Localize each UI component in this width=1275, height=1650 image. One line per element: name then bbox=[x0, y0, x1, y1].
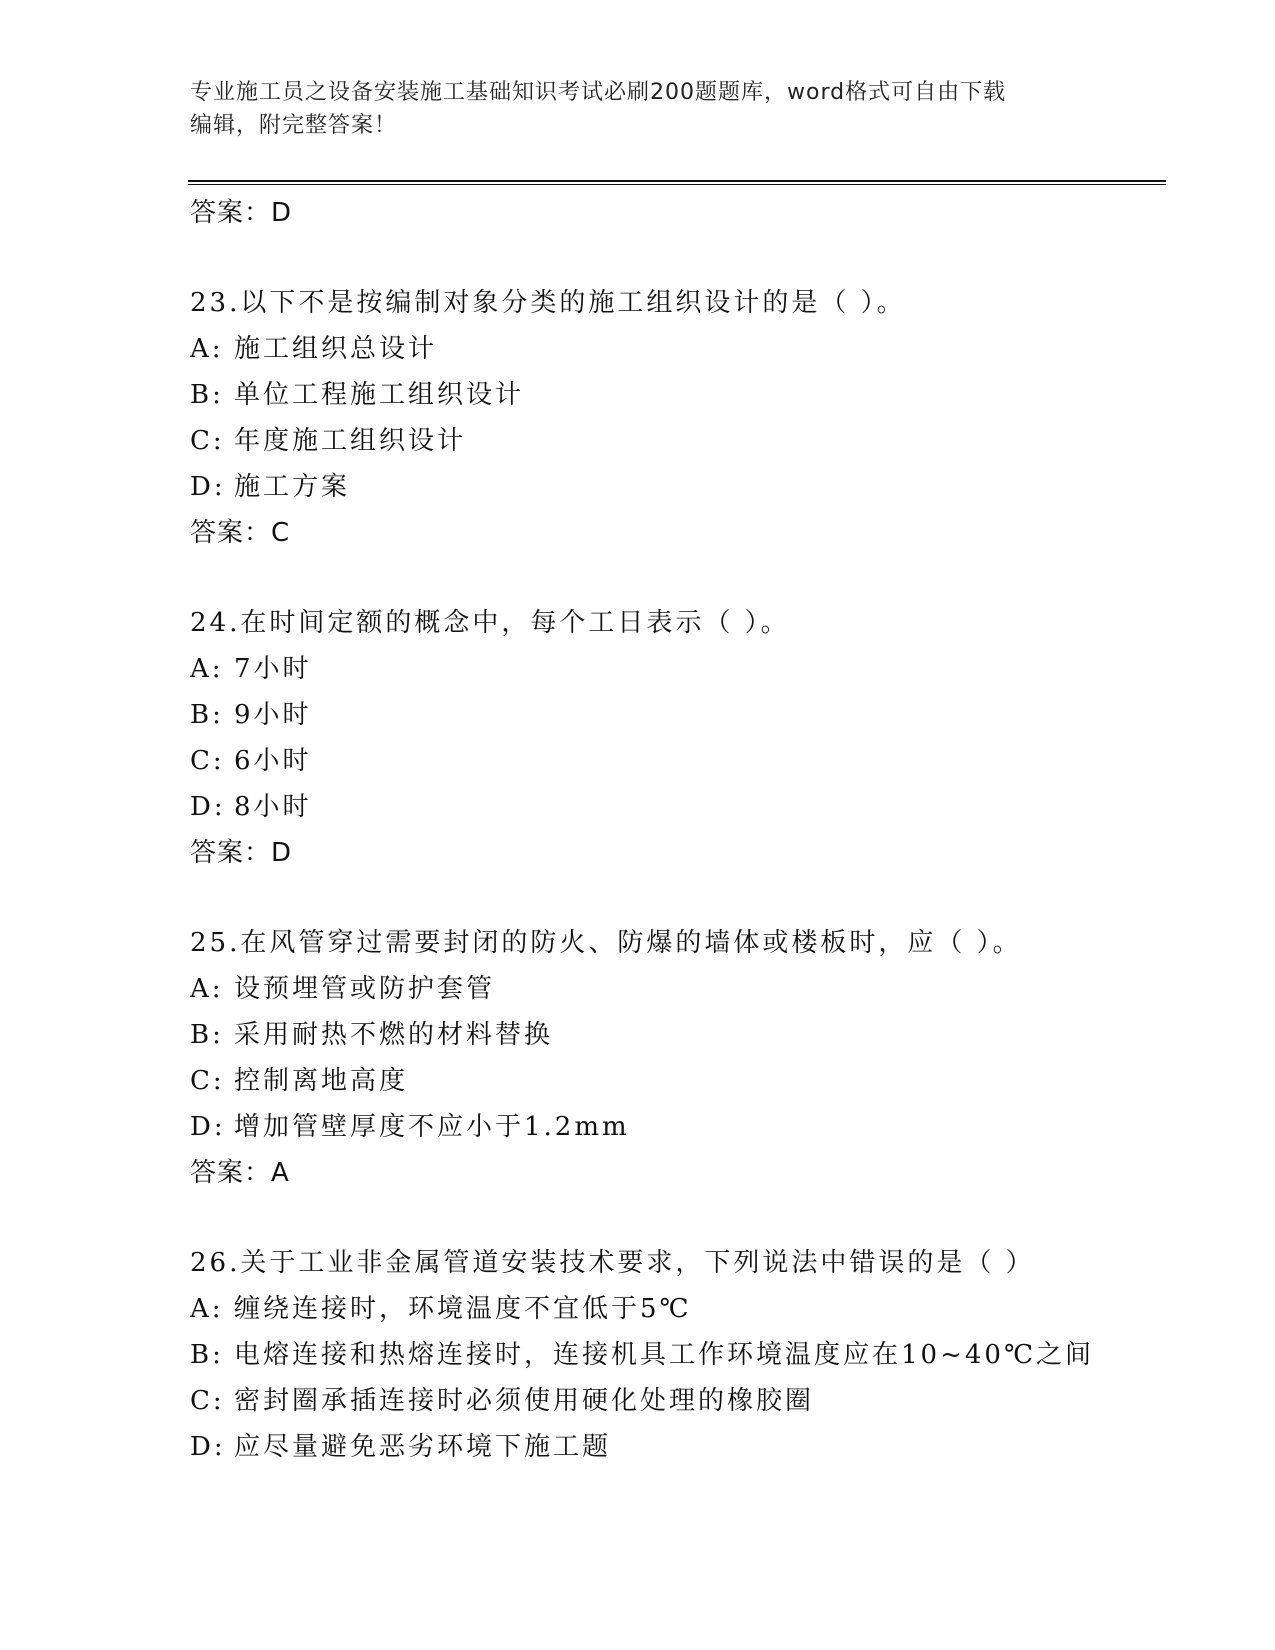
answer-line: 答案：D bbox=[190, 838, 293, 868]
option-b bbox=[190, 372, 1170, 418]
question-stem: 25.在风管穿过需要封闭的防火、防爆的墙体或楼板时，应（ ）。 bbox=[190, 928, 1022, 958]
question-list bbox=[190, 190, 1170, 1470]
option-letter: C: bbox=[190, 746, 225, 776]
document-header bbox=[190, 76, 1080, 142]
question-stem: 23.以下不是按编制对象分类的施工组织设计的是（ ）。 bbox=[190, 288, 906, 318]
option-letter: D: bbox=[190, 472, 226, 502]
answer-line: 答案：D bbox=[190, 198, 293, 228]
option-text: 设预埋管或防护套管 bbox=[234, 974, 496, 1004]
option-letter: A: bbox=[190, 654, 224, 684]
option-letter: C: bbox=[190, 1066, 225, 1096]
option-text: 缠绕连接时，环境温度不宜低于5℃ bbox=[234, 1294, 692, 1324]
option-c bbox=[190, 738, 1170, 784]
option-text: 应尽量避免恶劣环境下施工题 bbox=[234, 1432, 612, 1462]
option-text: 密封圈承插连接时必须使用硬化处理的橡胶圈 bbox=[234, 1386, 815, 1416]
option-letter: B: bbox=[190, 1020, 224, 1050]
option-d bbox=[190, 784, 1170, 830]
answer-line: 答案：A bbox=[190, 1158, 290, 1188]
option-c bbox=[190, 1378, 1170, 1424]
option-text: 增加管壁厚度不应小于1.2mm bbox=[234, 1112, 630, 1142]
option-a bbox=[190, 966, 1170, 1012]
spacer bbox=[190, 556, 1170, 600]
option-text: 电熔连接和热熔连接时，连接机具工作环境温度应在10~40℃之间 bbox=[234, 1340, 1095, 1370]
option-letter: B: bbox=[190, 380, 224, 410]
header-line-2: 编辑，附完整答案！ bbox=[190, 113, 398, 138]
option-b bbox=[190, 692, 1170, 738]
option-letter: B: bbox=[190, 700, 224, 730]
option-c bbox=[190, 1058, 1170, 1104]
spacer bbox=[190, 236, 1170, 280]
option-text: 单位工程施工组织设计 bbox=[234, 380, 525, 410]
header-rule-thick bbox=[188, 180, 1166, 182]
spacer bbox=[190, 876, 1170, 920]
question-stem: 26.关于工业非金属管道安装技术要求，下列说法中错误的是（ ） bbox=[190, 1248, 1035, 1278]
question-stem: 24.在时间定额的概念中，每个工日表示（ ）。 bbox=[190, 608, 790, 638]
option-letter: A: bbox=[190, 974, 224, 1004]
option-d bbox=[190, 1104, 1170, 1150]
option-letter: D: bbox=[190, 1432, 226, 1462]
option-text: 6小时 bbox=[234, 746, 312, 776]
option-letter: A: bbox=[190, 1294, 224, 1324]
option-text: 采用耐热不燃的材料替换 bbox=[234, 1020, 554, 1050]
header-rule-thin bbox=[188, 184, 1166, 185]
option-c bbox=[190, 418, 1170, 464]
option-letter: D: bbox=[190, 1112, 226, 1142]
option-text: 年度施工组织设计 bbox=[234, 426, 467, 456]
option-d bbox=[190, 1424, 1170, 1470]
header-line-1: 专业施工员之设备安装施工基础知识考试必刷200题题库，word格式可自由下载 bbox=[190, 80, 1007, 105]
option-text: 8小时 bbox=[234, 792, 312, 822]
option-a bbox=[190, 1286, 1170, 1332]
option-letter: B: bbox=[190, 1340, 224, 1370]
option-a bbox=[190, 326, 1170, 372]
option-text: 施工组织总设计 bbox=[234, 334, 438, 364]
option-b bbox=[190, 1332, 1170, 1378]
spacer bbox=[190, 1196, 1170, 1240]
option-letter: C: bbox=[190, 1386, 225, 1416]
option-letter: C: bbox=[190, 426, 225, 456]
option-text: 9小时 bbox=[234, 700, 312, 730]
option-letter: A: bbox=[190, 334, 224, 364]
option-b bbox=[190, 1012, 1170, 1058]
option-text: 7小时 bbox=[234, 654, 312, 684]
option-d bbox=[190, 464, 1170, 510]
option-a bbox=[190, 646, 1170, 692]
option-text: 控制离地高度 bbox=[234, 1066, 409, 1096]
option-text: 施工方案 bbox=[234, 472, 351, 502]
answer-line: 答案：C bbox=[190, 518, 291, 548]
option-letter: D: bbox=[190, 792, 226, 822]
